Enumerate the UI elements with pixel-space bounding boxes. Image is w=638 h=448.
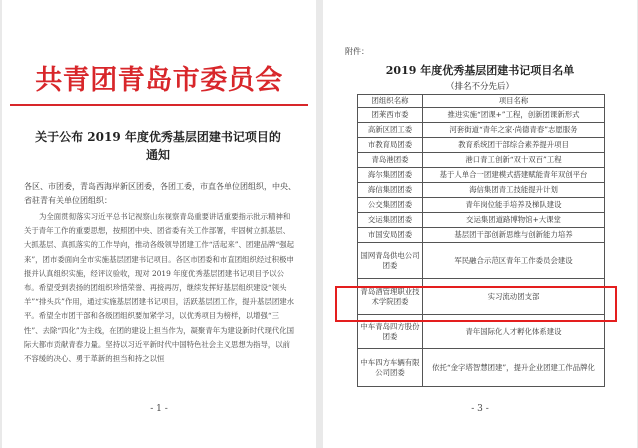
table-row — [358, 138, 605, 153]
notice-title — [12, 128, 304, 164]
cell-project: 基层团干部创新思维与创新能力培养 — [423, 228, 605, 243]
cell-project: 交运集团道路博物馆+大课堂 — [423, 213, 605, 228]
header-cell-project: 项目名称 — [423, 95, 605, 108]
header-cell-unit: 团组织名称 — [358, 95, 423, 108]
table-row — [358, 198, 605, 213]
cell-unit: 高新区团工委 — [358, 123, 423, 138]
table-row — [358, 228, 605, 243]
page-number: - 1 - — [150, 404, 168, 414]
table-row — [358, 123, 605, 138]
document-page-1 — [2, 0, 316, 448]
cell-unit: 交运集团团委 — [358, 213, 423, 228]
cell-project: 青年国际化人才孵化体系建设 — [423, 315, 605, 349]
cell-project: 青年岗位能手培养及梯队建设 — [423, 198, 605, 213]
attachment-label: 附件： — [345, 47, 369, 56]
cell-unit: 海信集团团委 — [358, 183, 423, 198]
notice-body: 为全面贯彻落实习近平总书记视察山东视察青岛重要讲话重要指示批示精神和关于青年工作的重要思想，按照团中央、团省委有关工作部署，牢固树立抓基层、大抓基层、真抓落实的工作导向，推动各级领导团建工作“活起来”、团建品牌“强起来”，团市委面向全市实施基层团建书记项目。各区市团委和市直团组织经过积极申报并认真组织实施，经评议验收，现对 2019 年度优秀基层团建书记项目予以公布。希望受到表扬的团组织珍惜荣誉、再接再厉，继续发挥好基层组织建设“领头羊”“排头兵”作用，通过实施基层团建书记项目，活跃基层团工作，提升基层团建水平。希望全市团干部和各级团组织要加紧学习，以优秀项目为榜样，以增强“三性”、去除“四化”为主线，在团的建设上担当作为，凝聚青年为建设新时代现代化国际大都市贡献青春力量。坚持以习近平新时代中国特色社会主义思想为指导，以前不容缓的决心、勇于革新的担当和持之以恒 — [24, 212, 295, 364]
cell-project: 港口青工创新“双十双百”工程 — [423, 153, 605, 168]
table-row — [358, 153, 605, 168]
cell-project: 海信集团青工技能提升计划 — [423, 183, 605, 198]
agency-header-title: 共青团青岛市委员会 — [35, 65, 283, 96]
table-row — [358, 168, 605, 183]
cell-unit: 市教育局团委 — [358, 138, 423, 153]
cell-unit: 青岛酒管理职业技术学院团委 — [358, 279, 423, 315]
cell-project: 河套街道“青年之家·尚德青春”志愿服务 — [423, 123, 605, 138]
cell-unit: 公交集团团委 — [358, 198, 423, 213]
notice-addressee: 各区、市团委，青岛西海岸新区团委，各团工委，市直各单位团组织，中央、省驻青有关单位团组织： — [24, 182, 296, 205]
cell-unit: 中车青岛四方股份团委 — [358, 315, 423, 349]
cell-project: 教育系统团干部综合素养提升项目 — [423, 138, 605, 153]
table-row — [358, 349, 605, 387]
cell-project: 依托“金字塔智慧团建”，提升企业团建工作品牌化 — [423, 349, 605, 387]
table-row — [358, 243, 605, 279]
cell-project: 推进实施“团课+”工程，创新团课新形式 — [423, 108, 605, 123]
cell-unit: 团莱西市委 — [358, 108, 423, 123]
cell-project: 基于人单合一团建模式搭建赋能青年双创平台 — [423, 168, 605, 183]
project-list-table — [357, 94, 605, 387]
document-page-3 — [323, 0, 637, 448]
table-row — [358, 108, 605, 123]
notice-title-line-2: 通知 — [145, 148, 170, 162]
cell-project: 军民融合示范区青年工作委员会建设 — [423, 243, 605, 279]
cell-unit: 海尔集团团委 — [358, 168, 423, 183]
highlight-box — [335, 286, 617, 322]
list-title: 2019 年度优秀基层团建书记项目名单 — [385, 64, 575, 77]
table-header-row — [358, 95, 605, 108]
cell-unit: 市国安局团委 — [358, 228, 423, 243]
cell-unit: 青岛港团委 — [358, 153, 423, 168]
list-subtitle: （排名不分先后） — [445, 82, 514, 92]
cell-project: 实习流动团支部 — [423, 279, 605, 315]
red-divider-line — [10, 104, 308, 106]
page-number: - 3 - — [471, 404, 489, 414]
table-row — [358, 183, 605, 198]
table-row — [358, 213, 605, 228]
cell-unit: 中车四方车辆有限公司团委 — [358, 349, 423, 387]
notice-title-line-1: 关于公布 2019 年度优秀基层团建书记项目的 — [35, 130, 281, 144]
cell-unit: 国网青岛供电公司团委 — [358, 243, 423, 279]
